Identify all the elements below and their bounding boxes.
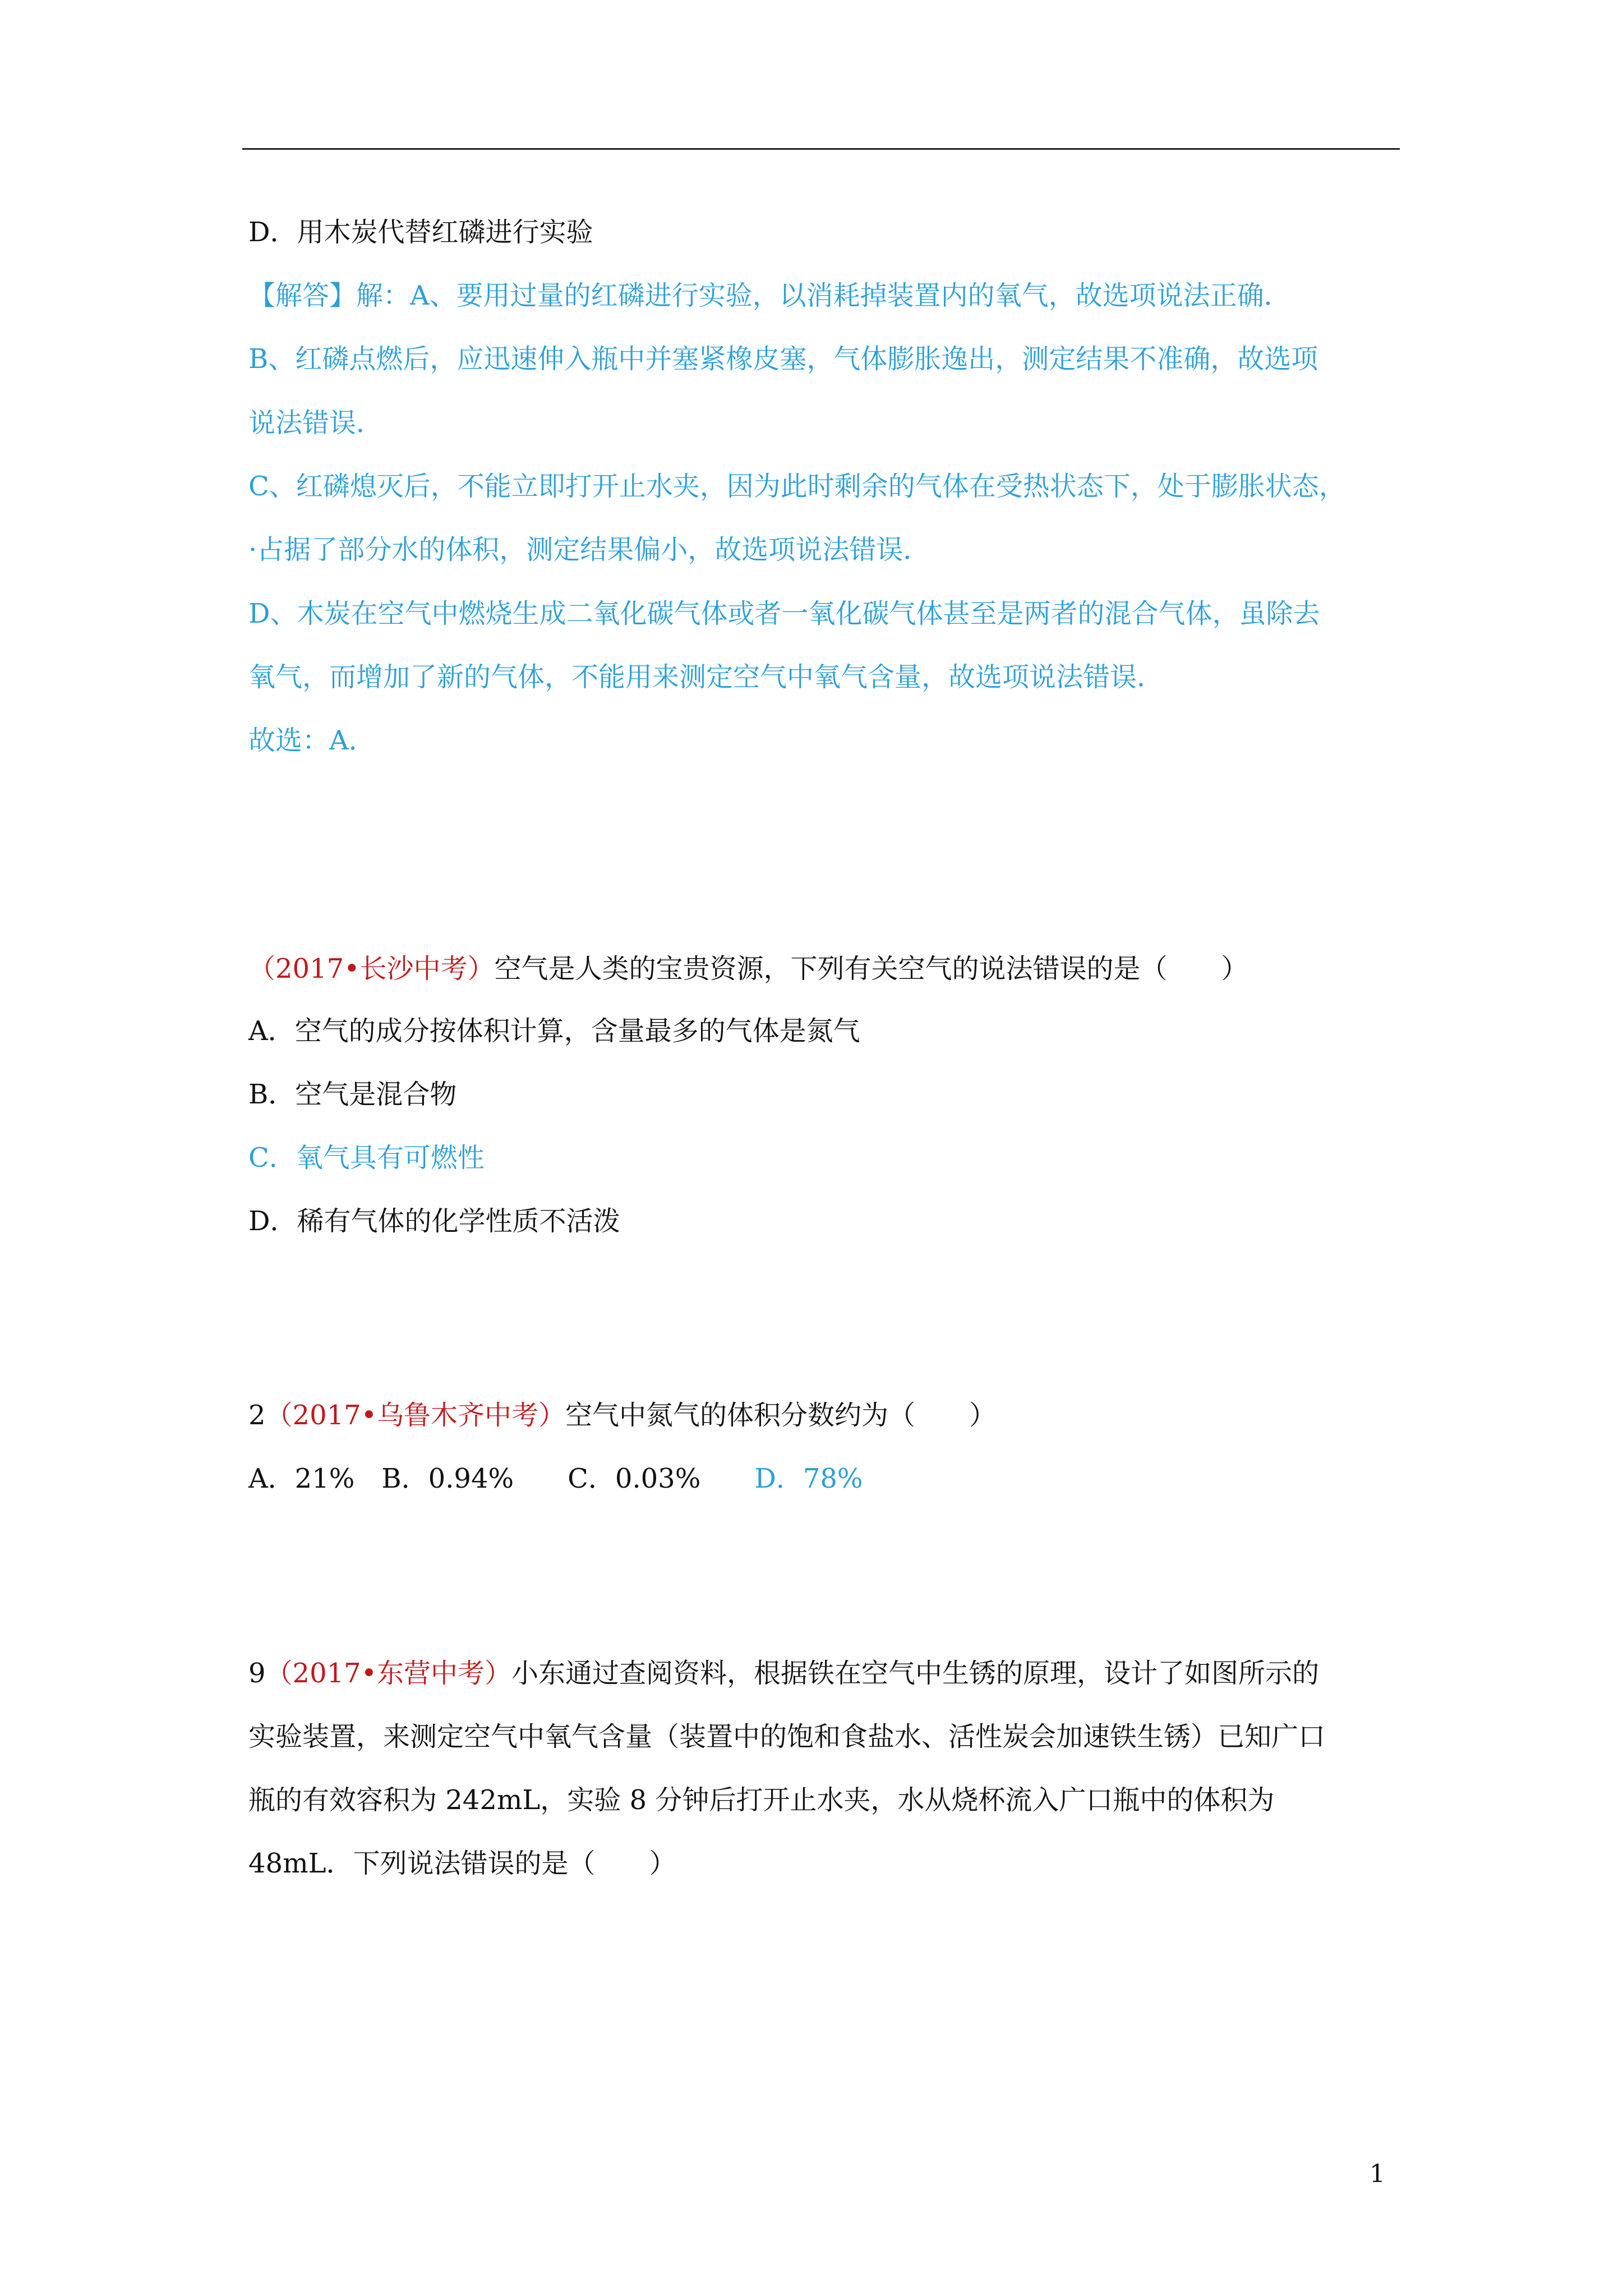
question-9-stem-2: 实验装置，来测定空气中氧气含量（装置中的饱和食盐水、活性炭会加速铁生锈）已知广口 [248,1721,1326,1752]
option-d-answer: D．78% [754,1463,863,1494]
option-d: D．稀有气体的化学性质不活泼 [248,1205,620,1237]
answer-line-c1: C、红磷熄灭后，不能立即打开止水夹，因为此时剩余的气体在受热状态下，处于膨胀状态， [248,471,1346,502]
option-c-answer: C．氧气具有可燃性 [248,1142,485,1174]
answer-line-d2: 氧气，而增加了新的气体，不能用来测定空气中氧气含量，故选项说法错误． [248,661,1164,693]
page-number: 1 [1370,2160,1385,2188]
question-number: 9 [248,1658,266,1689]
answer-line-b1: B、红磷点燃后，应迅速伸入瓶中并塞紧橡皮塞，气体膨胀逸出，测定结果不准确，故选项 [248,343,1318,375]
option-d-previous: D．用木炭代替红磷进行实验 [248,217,593,248]
question-9-stem-4: 48mL．下列说法错误的是（ ） [248,1848,676,1879]
answer-line-b2: 说法错误． [248,407,384,439]
answer-line-d1: D、木炭在空气中燃烧生成二氧化碳气体或者一氧化碳气体甚至是两者的混合气体，虽除去 [248,598,1320,629]
answer-choice: 故选：A． [248,725,376,756]
option-a: A．空气的成分按体积计算，含量最多的气体是氮气 [248,1015,860,1047]
question-source: （2017•长沙中考） [248,953,495,984]
question-stem: 空气是人类的宝贵资源，下列有关空气的说法错误的是（ ） [494,953,1248,984]
option-b: B．空气是混合物 [248,1079,457,1110]
answer-tag: 【解答】 [248,280,357,311]
answer-text-a: 解：A、要用过量的红磷进行实验，以消耗掉装置内的氧气，故选项说法正确． [356,280,1291,311]
question-2-stem [248,1395,996,1435]
question-stem: 小东通过查阅资料，根据铁在空气中生锈的原理，设计了如图所示的 [511,1658,1320,1689]
question-source: （2017•乌鲁木齐中考） [265,1400,566,1431]
question-source: （2017•东营中考） [265,1658,512,1689]
answer-line-a [248,275,1291,316]
question-number: 2 [248,1400,266,1431]
question-2-options [248,1458,863,1499]
header-rule [242,148,1400,150]
options-abc: A．21% B．0.94% C．0.03% [248,1463,755,1494]
question-9-stem-1 [248,1653,1319,1694]
question-stem: 空气中氮气的体积分数约为（ ） [565,1400,997,1431]
question-changsha-stem [248,949,1248,989]
answer-line-c2: ·占据了部分水的体积，测定结果偏小，故选项说法错误． [248,534,930,565]
question-9-stem-3: 瓶的有效容积为 242mL，实验 8 分钟后打开止水夹，水从烧杯流入广口瓶中的体积为 [248,1784,1275,1816]
